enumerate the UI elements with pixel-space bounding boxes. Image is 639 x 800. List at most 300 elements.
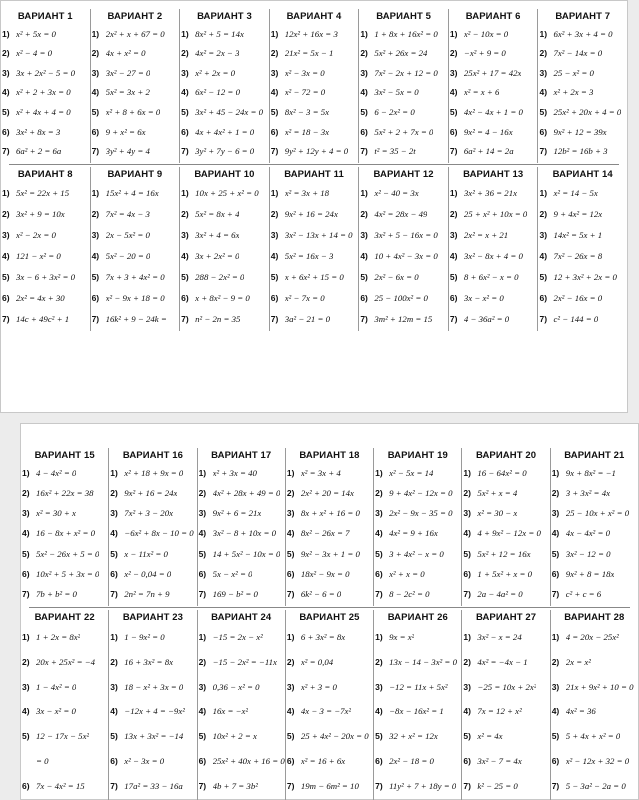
variant-column	[550, 448, 638, 606]
equation-text: 18 − x² + 3x = 0	[124, 681, 184, 692]
variant-column	[179, 167, 269, 331]
equation-item	[91, 63, 180, 83]
equation-item	[1, 141, 90, 161]
equation-number: 6)	[551, 568, 560, 579]
row-divider	[9, 164, 619, 165]
variant-title: ВАРИАНТ 19	[387, 450, 448, 461]
equation-number: 2)	[449, 48, 458, 59]
equation-number: 5)	[22, 548, 30, 559]
equation-number: 6)	[110, 568, 118, 579]
variant-column	[358, 167, 448, 331]
equation-item	[286, 544, 373, 564]
equation-number: 2)	[181, 208, 189, 219]
equation-text: x² + 4x + 4 = 0	[16, 107, 71, 118]
equation-item	[462, 724, 549, 749]
equation-number: 2)	[181, 48, 189, 59]
equation-item	[359, 245, 448, 266]
equation-text: 17a² = 33 − 16a	[124, 780, 183, 791]
equation-number: 4)	[22, 706, 30, 717]
equation-text: 4x − 4x² = 0	[565, 528, 610, 539]
equation-text: 3 + 3x² = 4x	[565, 488, 610, 499]
equation-item	[270, 24, 359, 44]
equation-number: 3)	[375, 508, 383, 519]
equation-item	[551, 483, 638, 503]
equation-number: 1)	[110, 632, 118, 643]
equation-item	[198, 699, 285, 724]
equation-number: 6)	[198, 568, 207, 579]
equation-number: 1)	[198, 632, 207, 643]
equation-number: 1)	[2, 187, 10, 198]
equation-text: 3x² − 13x + 14 = 0	[284, 229, 353, 240]
equation-item	[91, 245, 180, 266]
equation-number: 1)	[22, 468, 30, 479]
variant-column	[269, 167, 359, 331]
equation-number: 7)	[463, 780, 471, 791]
equation-number: 3)	[181, 229, 189, 240]
equation-number: 6)	[110, 755, 118, 766]
equation-number: 2)	[375, 657, 383, 668]
equation-text: 10x + 25 + x² = 0	[195, 187, 259, 198]
variant-title: ВАРИАНТ 23	[122, 612, 183, 623]
equation-text: 6 + 3x² = 8x	[300, 632, 346, 643]
equation-item	[21, 773, 108, 798]
equation-item	[359, 44, 448, 64]
equation-item	[449, 287, 538, 308]
equation-number: 7)	[551, 780, 560, 791]
equation-number: 7)	[198, 780, 207, 791]
equation-number: 2)	[22, 488, 30, 499]
equation-text: −25 = 10x + 2x²	[477, 681, 537, 692]
equation-item	[374, 724, 461, 749]
equation-text: 2n² = 7n + 9	[124, 588, 170, 599]
equation-text: x² + x = 0	[389, 568, 425, 579]
equation-item	[374, 699, 461, 724]
equation-item	[270, 224, 359, 245]
equation-text: 3x² + 8x = 3	[16, 126, 61, 137]
variant-title: ВАРИАНТ 13	[463, 169, 524, 180]
equation-item	[21, 650, 108, 675]
equation-number: 1)	[286, 632, 295, 643]
equation-item	[91, 44, 180, 64]
variant-column	[448, 167, 538, 331]
equation-number: 3)	[551, 508, 560, 519]
equation-item	[538, 83, 627, 103]
row-divider	[29, 607, 630, 608]
equation-item	[449, 102, 538, 122]
variant-title: ВАРИАНТ 25	[299, 612, 360, 623]
equation-text: 7b + b² = 0	[36, 588, 77, 599]
equation-item	[551, 724, 638, 749]
equation-text: 11y² + 7 + 18y = 0	[389, 780, 457, 791]
equation-item	[1, 287, 90, 308]
equation-item	[270, 122, 359, 142]
equation-text: 3x² − 12 = 0	[565, 548, 611, 559]
equation-item	[91, 24, 180, 44]
equation-number: 6)	[270, 292, 279, 303]
equation-number: 5)	[181, 271, 189, 282]
equation-text: 1 + 8x + 16x² = 0	[374, 28, 438, 39]
equation-item	[286, 523, 373, 543]
equation-text: 21x + 9x² + 10 = 0	[565, 681, 634, 692]
equation-item	[109, 699, 196, 724]
equation-item	[462, 544, 549, 564]
equation-number: 4)	[2, 250, 10, 261]
variant-column	[285, 610, 373, 800]
equation-item	[551, 650, 638, 675]
equation-number: 6)	[449, 292, 458, 303]
equation-text: 1 + 2x = 8x²	[36, 632, 81, 643]
equation-text: x² = 14 − 5x	[553, 187, 598, 198]
equation-item	[109, 650, 196, 675]
equation-number: 1)	[539, 187, 548, 198]
equation-text: 25 − 100x² = 0	[374, 292, 428, 303]
equation-number: 4)	[360, 250, 368, 261]
equation-item	[21, 584, 108, 604]
equation-number: 7)	[449, 146, 458, 157]
equation-text: −15 = 2x − x²	[212, 632, 263, 643]
equation-number: 7)	[360, 146, 368, 157]
equation-text: 9x² + 16 = 24x	[284, 208, 338, 219]
equation-text: 4 = 20x − 25x²	[565, 632, 619, 643]
equation-number: 7)	[286, 588, 295, 599]
equation-item	[449, 122, 538, 142]
equation-number: 1)	[449, 28, 458, 39]
equation-item	[359, 182, 448, 203]
equation-number: 4)	[375, 528, 383, 539]
equation-item	[1, 245, 90, 266]
equation-text: x² − 12x + 32 = 0	[565, 755, 630, 766]
equation-number: 6)	[551, 755, 560, 766]
equation-text: 9x² + 16 = 24x	[124, 488, 178, 499]
equation-item	[374, 523, 461, 543]
equation-number: 1)	[449, 187, 458, 198]
equation-text: 25x² + 20x + 4 = 0	[553, 107, 622, 118]
equation-item	[91, 141, 180, 161]
equation-text: 12b² = 16b + 3	[553, 146, 608, 157]
equation-item	[538, 141, 627, 161]
equation-text: 4x² = 28x − 49	[374, 208, 428, 219]
equation-number: 1)	[463, 468, 471, 479]
equation-number: 2)	[360, 48, 368, 59]
variant-title: ВАРИАНТ 27	[475, 612, 537, 623]
equation-number: 1)	[110, 468, 118, 479]
equation-number: 5)	[449, 271, 458, 282]
equation-text: x + 6x² + 15 = 0	[284, 271, 344, 282]
variant-column	[269, 9, 359, 163]
equation-text: 3a² − 21 = 0	[284, 313, 331, 324]
equation-item	[462, 749, 549, 774]
equation-number: 1)	[375, 632, 383, 643]
variant-title: ВАРИАНТ 18	[299, 450, 360, 461]
equation-number: 5)	[375, 548, 383, 559]
equation-number: 6)	[463, 755, 471, 766]
equation-number: 5)	[539, 107, 548, 118]
variant-title: ВАРИАНТ 21	[564, 450, 625, 461]
equation-number: 6)	[539, 126, 548, 137]
variant-title: ВАРИАНТ 11	[284, 169, 344, 180]
equation-text: 16x² + 22x = 38	[36, 488, 94, 499]
equation-number: 3)	[360, 229, 368, 240]
equation-number: 2)	[270, 208, 279, 219]
variant-column	[537, 167, 627, 331]
equation-number: 5)	[198, 548, 207, 559]
equation-item	[538, 44, 627, 64]
equation-item	[21, 544, 108, 564]
equation-number: 5)	[551, 548, 560, 559]
equation-text: 4x² = 36	[565, 706, 596, 717]
equation-item	[449, 245, 538, 266]
equation-number: 6)	[2, 292, 10, 303]
equation-number: 7)	[270, 313, 279, 324]
equation-item	[462, 584, 549, 604]
equation-number: 6)	[463, 568, 471, 579]
equation-item	[374, 564, 461, 584]
equation-item	[180, 122, 269, 142]
equation-number: 4)	[360, 87, 368, 98]
equation-number: 7)	[181, 313, 189, 324]
equation-number: 3)	[449, 229, 458, 240]
equation-text: −12 = 11x + 5x²	[389, 681, 448, 692]
equation-text: 2x² − 18 = 0	[389, 755, 434, 766]
equation-item	[21, 503, 108, 523]
equation-text: 14c + 49c² + 1	[16, 313, 70, 324]
equation-number: 2)	[375, 488, 383, 499]
equation-number: 3)	[539, 229, 548, 240]
variant-column	[461, 610, 549, 800]
equation-item	[198, 650, 285, 675]
equation-item	[462, 483, 549, 503]
equation-number: 7)	[449, 313, 458, 324]
variant-column	[21, 448, 108, 606]
variant-column	[373, 448, 461, 606]
equation-item	[21, 564, 108, 584]
equation-text: 7x² = 4x − 3	[105, 208, 150, 219]
equation-number: 2)	[463, 488, 471, 499]
equation-text: 9x + 8x² = −1	[565, 468, 616, 479]
equation-number: 1)	[181, 187, 189, 198]
equation-number: 1)	[91, 28, 100, 39]
equation-number: 1)	[270, 187, 279, 198]
equation-item	[91, 287, 180, 308]
equation-number: 6)	[360, 126, 368, 137]
equation-item	[374, 584, 461, 604]
equation-number: 4)	[286, 706, 295, 717]
equation-number: 3)	[2, 67, 10, 78]
equation-item	[462, 463, 549, 483]
equation-number: 4)	[2, 87, 10, 98]
equation-item	[538, 224, 627, 245]
equation-item	[109, 463, 196, 483]
equation-text: 3x² + 4 = 6x	[195, 229, 240, 240]
variants-row	[21, 610, 638, 800]
equation-item	[449, 141, 538, 161]
equation-item	[359, 308, 448, 329]
equation-item	[359, 224, 448, 245]
equation-item	[449, 44, 538, 64]
equation-item	[374, 625, 461, 650]
variant-title: ВАРИАНТ 17	[211, 450, 272, 461]
equation-text: 3x² + 45 − 24x = 0	[195, 107, 263, 118]
equation-number: 4)	[449, 250, 458, 261]
equation-text: 3m² + 12m = 15	[374, 313, 433, 324]
equation-text: 14x² = 5x + 1	[553, 229, 603, 240]
variant-column	[448, 9, 538, 163]
variant-title: ВАРИАНТ 28	[564, 612, 625, 623]
equation-text: 3x² − 8 + 10x = 0	[212, 528, 277, 539]
equation-item	[359, 287, 448, 308]
variant-column	[90, 9, 180, 163]
equation-text: 25 − 10x + x² = 0	[565, 508, 630, 519]
variant-column	[21, 610, 108, 800]
equation-item	[198, 674, 285, 699]
equation-item	[198, 503, 285, 523]
equation-text: −6x² + 8x − 10 = 0	[124, 528, 194, 539]
equation-item	[551, 523, 638, 543]
equation-text: 8x + x² + 16 = 0	[300, 508, 360, 519]
equation-item	[198, 564, 285, 584]
equation-number: 2)	[91, 48, 100, 59]
equation-item	[270, 287, 359, 308]
equation-text: 5x² = 3x + 2	[105, 87, 150, 98]
equation-item	[286, 699, 373, 724]
equation-item	[198, 584, 285, 604]
equation-text: 16x = −x²	[212, 706, 249, 717]
equation-text: −15 − 2x² = −11x	[212, 657, 277, 668]
equation-number: 7)	[270, 146, 279, 157]
equation-text: 10x² + 5 + 3x = 0	[36, 568, 100, 579]
equation-number: 5)	[360, 271, 368, 282]
equation-text: x² + 3 = 0	[300, 681, 337, 692]
variant-title: ВАРИАНТ 6	[465, 11, 521, 22]
equation-text: 169 − b² = 0	[212, 588, 258, 599]
equation-text: x² + 2 + 3x = 0	[16, 87, 71, 98]
equation-item	[462, 503, 549, 523]
equation-text: 3x − x² = 0	[36, 706, 76, 717]
equation-item	[538, 308, 627, 329]
variant-column	[1, 167, 90, 331]
equation-text: x² − 40 = 3x	[374, 187, 419, 198]
equation-item	[109, 724, 196, 749]
equation-number: 4)	[551, 528, 560, 539]
equation-number: 3)	[463, 508, 471, 519]
equation-text: −12x + 4 = −9x²	[124, 706, 185, 717]
equation-item	[1, 266, 90, 287]
equation-item	[462, 773, 549, 798]
equation-item	[21, 724, 108, 749]
equation-item	[1, 24, 90, 44]
equation-number: 6)	[360, 292, 368, 303]
variant-title: ВАРИАНТ 5	[376, 11, 431, 22]
equation-number: 2)	[539, 208, 548, 219]
equation-number: 5)	[181, 107, 189, 118]
equation-number: 5)	[110, 548, 118, 559]
equation-text: 2x² = 4x + 30	[16, 292, 65, 303]
equation-text: 2x² − 16x = 0	[553, 292, 603, 303]
equation-number: 5)	[198, 731, 207, 742]
equation-text: 20x + 25x² = −4	[36, 657, 96, 668]
equation-number: 7)	[110, 780, 118, 791]
equation-item	[180, 63, 269, 83]
variant-column	[537, 9, 627, 163]
equation-text: 3x − x² = 0	[463, 292, 504, 303]
equation-number: 7)	[91, 146, 100, 157]
equation-text: x² − 0,04 = 0	[124, 568, 172, 579]
variant-title: ВАРИАНТ 14	[552, 169, 613, 180]
equation-number: 1)	[270, 28, 279, 39]
equation-number: 2)	[91, 208, 100, 219]
equation-number: 4)	[198, 706, 207, 717]
variant-title: ВАРИАНТ 22	[34, 612, 95, 623]
equation-text: x² = x + 6	[463, 87, 500, 98]
equation-item	[286, 650, 373, 675]
variant-column	[373, 610, 461, 800]
equation-text: 21x² = 5x − 1	[284, 48, 334, 59]
equation-number: 1)	[22, 632, 30, 643]
equation-text: 4 − 36a² = 0	[463, 313, 510, 324]
equation-item	[286, 584, 373, 604]
equation-text: 4x − 3 = −7x²	[300, 706, 352, 717]
equation-text: 9x = x²	[389, 632, 415, 643]
equation-item	[286, 503, 373, 523]
equation-text: 6k² − 6 = 0	[300, 588, 342, 599]
equation-item	[449, 83, 538, 103]
equation-item	[1, 203, 90, 224]
equation-number: 2)	[286, 657, 295, 668]
equation-number: 2)	[22, 657, 30, 668]
equation-number: 1)	[198, 468, 207, 479]
equation-item	[270, 245, 359, 266]
equation-number: 5)	[270, 271, 279, 282]
equation-text: 8 − 2c² = 0	[389, 588, 430, 599]
equation-text: 19m − 6m² = 10	[300, 780, 359, 791]
variant-column	[197, 448, 285, 606]
equation-number: 4)	[449, 87, 458, 98]
equation-text: 8x² − 3 = 5x	[284, 107, 330, 118]
equation-text: 16 − 8x + x² = 0	[36, 528, 96, 539]
equation-text: 8x² − 26x = 7	[300, 528, 350, 539]
equation-item	[374, 463, 461, 483]
equation-text: 5x² − 26x + 5 = 0	[36, 548, 100, 559]
equation-number: 7)	[551, 588, 560, 599]
equation-item	[462, 674, 549, 699]
equation-number: 5)	[449, 107, 458, 118]
equation-text: 3x − 6 + 3x² = 0	[16, 271, 76, 282]
equation-number: 3)	[198, 508, 207, 519]
equation-number: 3)	[2, 229, 10, 240]
equation-item	[180, 141, 269, 161]
equation-number: 5)	[375, 731, 383, 742]
equation-number: 4)	[463, 706, 471, 717]
equation-text: 2x² = x + 21	[463, 229, 509, 240]
equation-item	[374, 544, 461, 564]
equation-item	[551, 584, 638, 604]
equation-text: 25 − x² = 0	[553, 67, 594, 78]
equation-item	[109, 483, 196, 503]
equation-text: x² − 5x = 14	[389, 468, 434, 479]
equation-item	[21, 749, 108, 774]
equation-item	[109, 625, 196, 650]
equation-number: 3)	[91, 229, 100, 240]
equation-item	[359, 102, 448, 122]
equation-number: 4)	[539, 250, 548, 261]
equation-item	[109, 503, 196, 523]
equation-item	[180, 102, 269, 122]
equation-text: 0,36 − x² = 0	[212, 681, 260, 692]
variant-title: ВАРИАНТ 3	[197, 11, 252, 22]
equation-text: 1 + 5x² + x = 0	[477, 568, 533, 579]
equation-text: 5x² + 2 + 7x = 0	[374, 126, 434, 137]
equation-text: 5x² + 26x = 24	[374, 48, 428, 59]
